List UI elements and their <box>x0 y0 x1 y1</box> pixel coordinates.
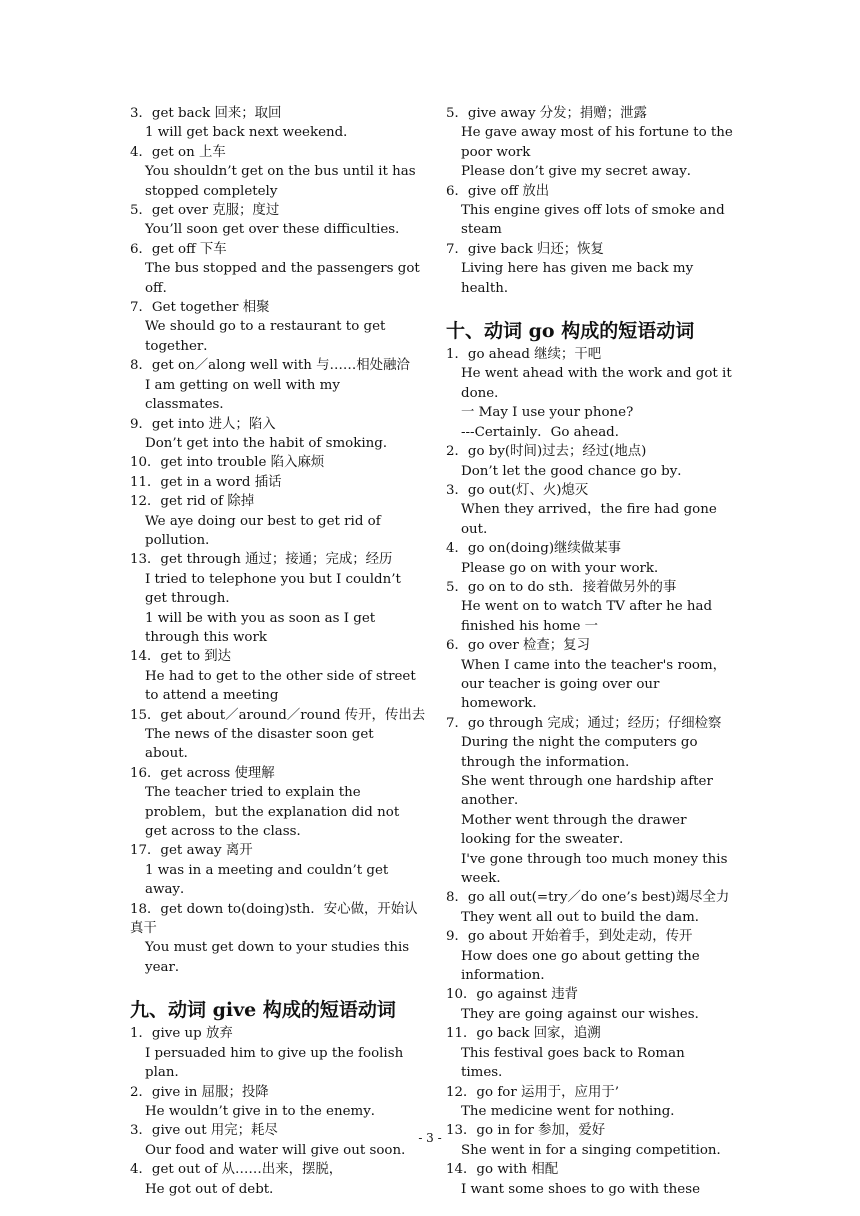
example-sentence: Please don’t give my secret away． <box>461 164 701 180</box>
phrase-entry: 10．go against 违背 <box>446 987 579 1003</box>
example-sentence: Please go on with your work． <box>461 560 668 576</box>
example-sentence: They went all out to build the dam． <box>461 909 709 925</box>
phrase-entry: 5．get over 克服；度过 <box>130 203 280 219</box>
example-sentence: I want some shoes to go with these <box>461 1181 700 1197</box>
example-sentence: When they arrived，the fire had gone out． <box>461 502 717 537</box>
example-sentence: During the night the computers go through the information． <box>461 735 698 770</box>
example-sentence: I persuaded him to give up the foolish plan． <box>145 1045 404 1081</box>
example-sentence: You’ll soon get over these difficulties． <box>145 222 409 238</box>
right-column <box>446 104 736 1199</box>
example-sentence: He went on to watch TV after he had finished his home 一 <box>461 599 713 634</box>
example-sentence: The bus stopped and the passengers got off． <box>145 261 420 296</box>
phrase-entry: 12．go for 运用于，应用于’ <box>446 1084 619 1100</box>
example-sentence: He gave away most of his fortune to the poor work <box>461 125 733 160</box>
example-sentence: I am getting on well with my classmates． <box>145 377 340 413</box>
example-sentence: He got out of debt． <box>145 1181 283 1197</box>
example-sentence: 一 May I use your phone? <box>461 405 634 421</box>
example-sentence: We should go to a restaurant to get together． <box>145 319 386 354</box>
example-sentence: Don’t let the good chance go by． <box>461 463 691 479</box>
phrase-entry: 12．get rid of 除掉 <box>130 494 255 510</box>
example-sentence: He went ahead with the work and got it done． <box>461 366 732 401</box>
example-sentence: When I came into the teacher's room，our teacher is going over our homework． <box>461 657 727 712</box>
left-column <box>130 104 426 1199</box>
example-sentence: You shouldn’t get on the bus until it has stopped completely <box>145 164 416 199</box>
example-sentence: She went through one hardship after another． <box>461 774 713 809</box>
phrase-entry: 2．give in 屈服；投降 <box>130 1084 269 1100</box>
section-heading: 九、动词 give 构成的短语动词 <box>130 999 396 1022</box>
example-sentence: I tried to telephone you but I couldn’t get through． <box>145 571 401 607</box>
phrase-entry: 11．go back 回家，追溯 <box>446 1026 601 1042</box>
phrase-entry: 13．get through 通过；接通；完成；经历 <box>130 552 393 568</box>
phrase-entry: 4．get on 上车 <box>130 144 226 160</box>
phrase-entry: 18．get down to(doing)sth．安心做，开始认真干 <box>130 901 418 937</box>
example-sentence: I've gone through too much money this week． <box>461 851 728 887</box>
phrase-entry: 4．get out of 从……出来，摆脱， <box>130 1162 343 1178</box>
example-sentence: ---Certainly．Go ahead． <box>461 424 629 440</box>
phrase-entry: 3．go out(灯、火)熄灭 <box>446 482 589 498</box>
example-sentence: 1 will be with you as soon as I get through this work <box>145 610 376 645</box>
phrase-entry: 3．give out 用完；耗尽 <box>130 1123 278 1139</box>
example-sentence: Don’t get into the habit of smoking． <box>145 435 397 451</box>
example-sentence: The teacher tried to explain the problem，but the explanation did not get across to the class． <box>145 785 400 840</box>
section-heading: 十、动词 go 构成的短语动词 <box>446 320 695 343</box>
phrase-entry: 3．get back 回来；取回 <box>130 106 282 121</box>
phrase-entry: 4．go on(doing)继续做某事 <box>446 541 621 557</box>
phrase-entry: 2．go by(时间)过去；经过(地点) <box>446 444 647 460</box>
phrase-entry: 15．get about／around／round 传开，传出去 <box>130 707 426 723</box>
page-number: - 3 - <box>418 1131 442 1145</box>
example-sentence: This festival goes back to Roman times． <box>461 1045 685 1081</box>
phrase-entry: 1．give up 放弃 <box>130 1026 233 1042</box>
phrase-entry: 11．get in a word 插话 <box>130 474 282 490</box>
phrase-entry: 8．get on／along well with 与……相处融洽 <box>130 358 410 374</box>
example-sentence: Living here has given me back my health． <box>461 261 694 296</box>
phrase-entry: 5．give away 分发；捐赠；泄露 <box>446 106 647 121</box>
example-sentence: This engine gives off lots of smoke and steam <box>461 203 725 238</box>
phrase-entry: 9．get into 进人；陷入 <box>130 416 276 432</box>
example-sentence: We aye doing our best to get rid of pollution． <box>145 513 381 548</box>
example-sentence: He wouldn’t give in to the enemy． <box>145 1103 385 1119</box>
phrase-entry: 7．go through 完成；通过；经历；仔细检察 <box>446 715 722 731</box>
example-sentence: They are going against our wishes． <box>461 1006 708 1022</box>
example-sentence: 1 will get back next weekend． <box>145 125 357 141</box>
phrase-entry: 7．Get together 相聚 <box>130 300 270 316</box>
example-sentence: She went in for a singing competition． <box>461 1142 730 1158</box>
example-sentence: The medicine went for nothing． <box>461 1103 684 1119</box>
phrase-entry: 14．go with 相配 <box>446 1162 559 1178</box>
example-sentence: You must get down to your studies this year． <box>145 940 410 975</box>
example-sentence: The news of the disaster soon get about． <box>145 727 374 762</box>
phrase-entry: 13．go in for 参加，爱好 <box>446 1123 606 1139</box>
example-sentence: Our food and water will give out soon． <box>145 1142 415 1158</box>
phrase-entry: 16．get across 使理解 <box>130 765 275 781</box>
phrase-entry: 5．go on to do sth．接着做另外的事 <box>446 579 677 595</box>
phrase-entry: 1．go ahead 继续；干吧 <box>446 347 602 363</box>
example-sentence: How does one go about getting the information． <box>461 948 700 984</box>
example-sentence: Mother went through the drawer looking for the sweater． <box>461 812 687 848</box>
example-sentence: 1 was in a meeting and couldn’t get away． <box>145 862 389 898</box>
phrase-entry: 10．get into trouble 陷入麻烦 <box>130 455 325 471</box>
phrase-entry: 6．get off 下车 <box>130 241 227 257</box>
example-sentence: He had to get to the other side of street to attend a meeting <box>145 668 416 704</box>
phrase-entry: 17．get away 离开 <box>130 843 253 859</box>
phrase-entry: 6．give off 放出 <box>446 183 550 199</box>
phrase-entry: 8．go all out(=try／do one’s best)竭尽全力 <box>446 890 730 906</box>
phrase-entry: 14．get to 到达 <box>130 649 232 665</box>
phrase-entry: 6．go over 检查；复习 <box>446 638 590 654</box>
phrase-entry: 7．give back 归还；恢复 <box>446 241 604 257</box>
phrase-entry: 9．go about 开始着手，到处走动，传开 <box>446 929 693 945</box>
